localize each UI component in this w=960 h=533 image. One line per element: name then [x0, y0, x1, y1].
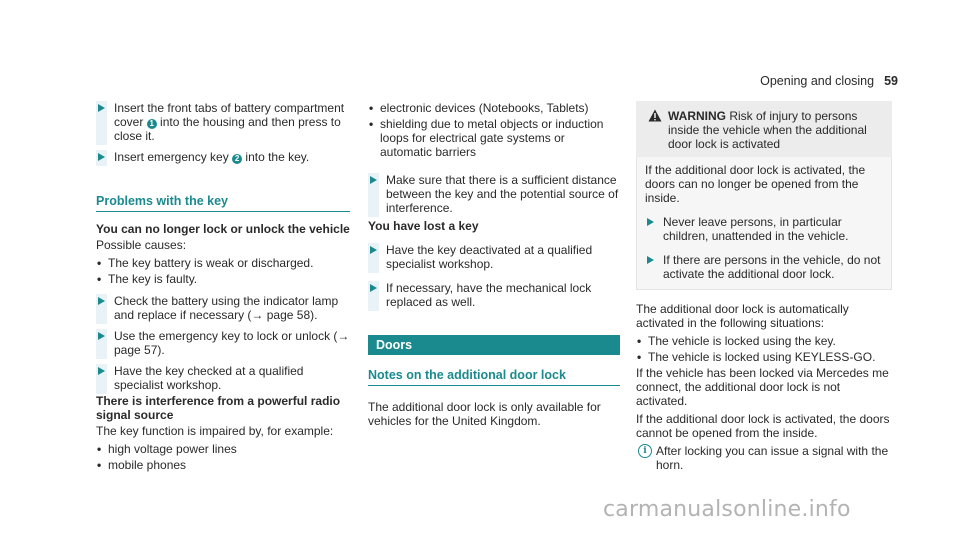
watermark: carmanualsonline.info: [603, 497, 851, 522]
availability-para: The additional door lock is only available for vehicles for the United Kingdom.: [368, 400, 601, 428]
list-item: • electronic devices (Notebooks, Tablets): [368, 101, 620, 115]
callout-1: 1: [147, 119, 157, 129]
chapter-bar-doors: Doors: [368, 335, 620, 355]
impaired-intro: The key function is impaired by, for example:: [96, 424, 334, 438]
page-number: 59: [884, 74, 898, 88]
list-item: • The vehicle is locked using the key.: [636, 334, 892, 348]
step-mechanical-lock: If necessary, have the mechanical lock replaced as well.: [368, 281, 620, 309]
warning-triangle-icon: [648, 109, 662, 122]
list-item: • shielding due to metal objects or induction loops for electrical gate systems or automatic barriers: [368, 117, 620, 159]
warning-label: WARNING: [668, 109, 726, 123]
list-item: • The key is faulty.: [96, 272, 350, 286]
warning-text: If the additional door lock is activated, the doors can no longer be opened from the inside.: [645, 163, 866, 205]
column-1: [96, 101, 350, 474]
subtitle-lost-key: You have lost a key: [368, 219, 479, 233]
step-insert-tabs: Insert the front tabs of battery compartment cover 1 into the housing and then press to close it.: [96, 101, 350, 143]
list-item: • The vehicle is locked using KEYLESS-GO.: [636, 350, 892, 364]
step-make-sure-distance: Make sure that there is a sufficient distance between the key and the potential source of interference.: [368, 173, 620, 215]
causes-list: [96, 256, 350, 286]
impaired-list-cont: [368, 101, 620, 159]
step-use-emergency-key: Use the emergency key to lock or unlock (→ page 57).: [96, 329, 350, 357]
warning-box: [636, 101, 892, 290]
arrow-step-icon: [645, 215, 656, 245]
warning-step-do-not-activate: If there are persons in the vehicle, do not activate the additional door lock.: [645, 253, 883, 281]
list-item: • mobile phones: [96, 458, 350, 472]
step-key-deactivated: Have the key deactivated at a qualified specialist workshop.: [368, 243, 620, 271]
warning-step-never-leave: Never leave persons, in particular children, unattended in the vehicle.: [645, 215, 883, 243]
arrow-step-icon: [96, 101, 107, 145]
info-note: i After locking you can issue a signal with the horn.: [636, 444, 892, 472]
list-item: • The key battery is weak or discharged.: [96, 256, 350, 270]
info-icon: i: [638, 444, 652, 458]
list-item: • high voltage power lines: [96, 442, 350, 456]
callout-2: 2: [232, 154, 242, 164]
step-insert-key: Insert emergency key 2 into the key.: [96, 150, 350, 164]
impaired-list: [96, 442, 350, 472]
me-connect-para: If the vehicle has been locked via Mercedes me connect, the additional door lock is not activated.: [636, 366, 889, 408]
section-name: Opening and closing: [760, 74, 875, 88]
arrow-step-icon: [368, 243, 379, 273]
subtitle-lock-unlock: You can no longer lock or unlock the vehicle: [96, 222, 350, 236]
warning-heading: Risk of injury to persons inside the vehicle when the additional door lock is activated: [668, 109, 867, 151]
warning-header: [636, 101, 892, 157]
step-have-checked: Have the key checked at a qualified specialist workshop.: [96, 364, 350, 392]
subtitle-interference: There is interference from a powerful radio signal source: [96, 394, 341, 422]
step-check-battery: Check the battery using the indicator lamp and replace if necessary (→ page 58).: [96, 294, 350, 322]
arrow-step-icon: [96, 150, 107, 166]
column-3: [636, 101, 892, 472]
arrow-step-icon: [96, 294, 107, 324]
section-title-additional-lock: Notes on the additional door lock: [368, 368, 620, 386]
column-2: [368, 101, 620, 432]
arrow-step-icon: [645, 253, 656, 283]
page-header: [760, 74, 898, 88]
arrow-step-icon: [368, 281, 379, 311]
auto-activation-list: [636, 334, 892, 364]
arrow-step-icon: [96, 329, 107, 359]
arrow-step-icon: [96, 364, 107, 394]
arrow-step-icon: [368, 173, 379, 217]
section-title-key-problems: Problems with the key: [96, 194, 350, 212]
warning-body: [636, 157, 892, 290]
activated-para: If the additional door lock is activated, the doors cannot be opened from the inside.: [636, 412, 890, 440]
possible-causes: Possible causes:: [96, 238, 187, 252]
auto-activation-para: The additional door lock is automatically activated in the following situations:: [636, 302, 849, 330]
